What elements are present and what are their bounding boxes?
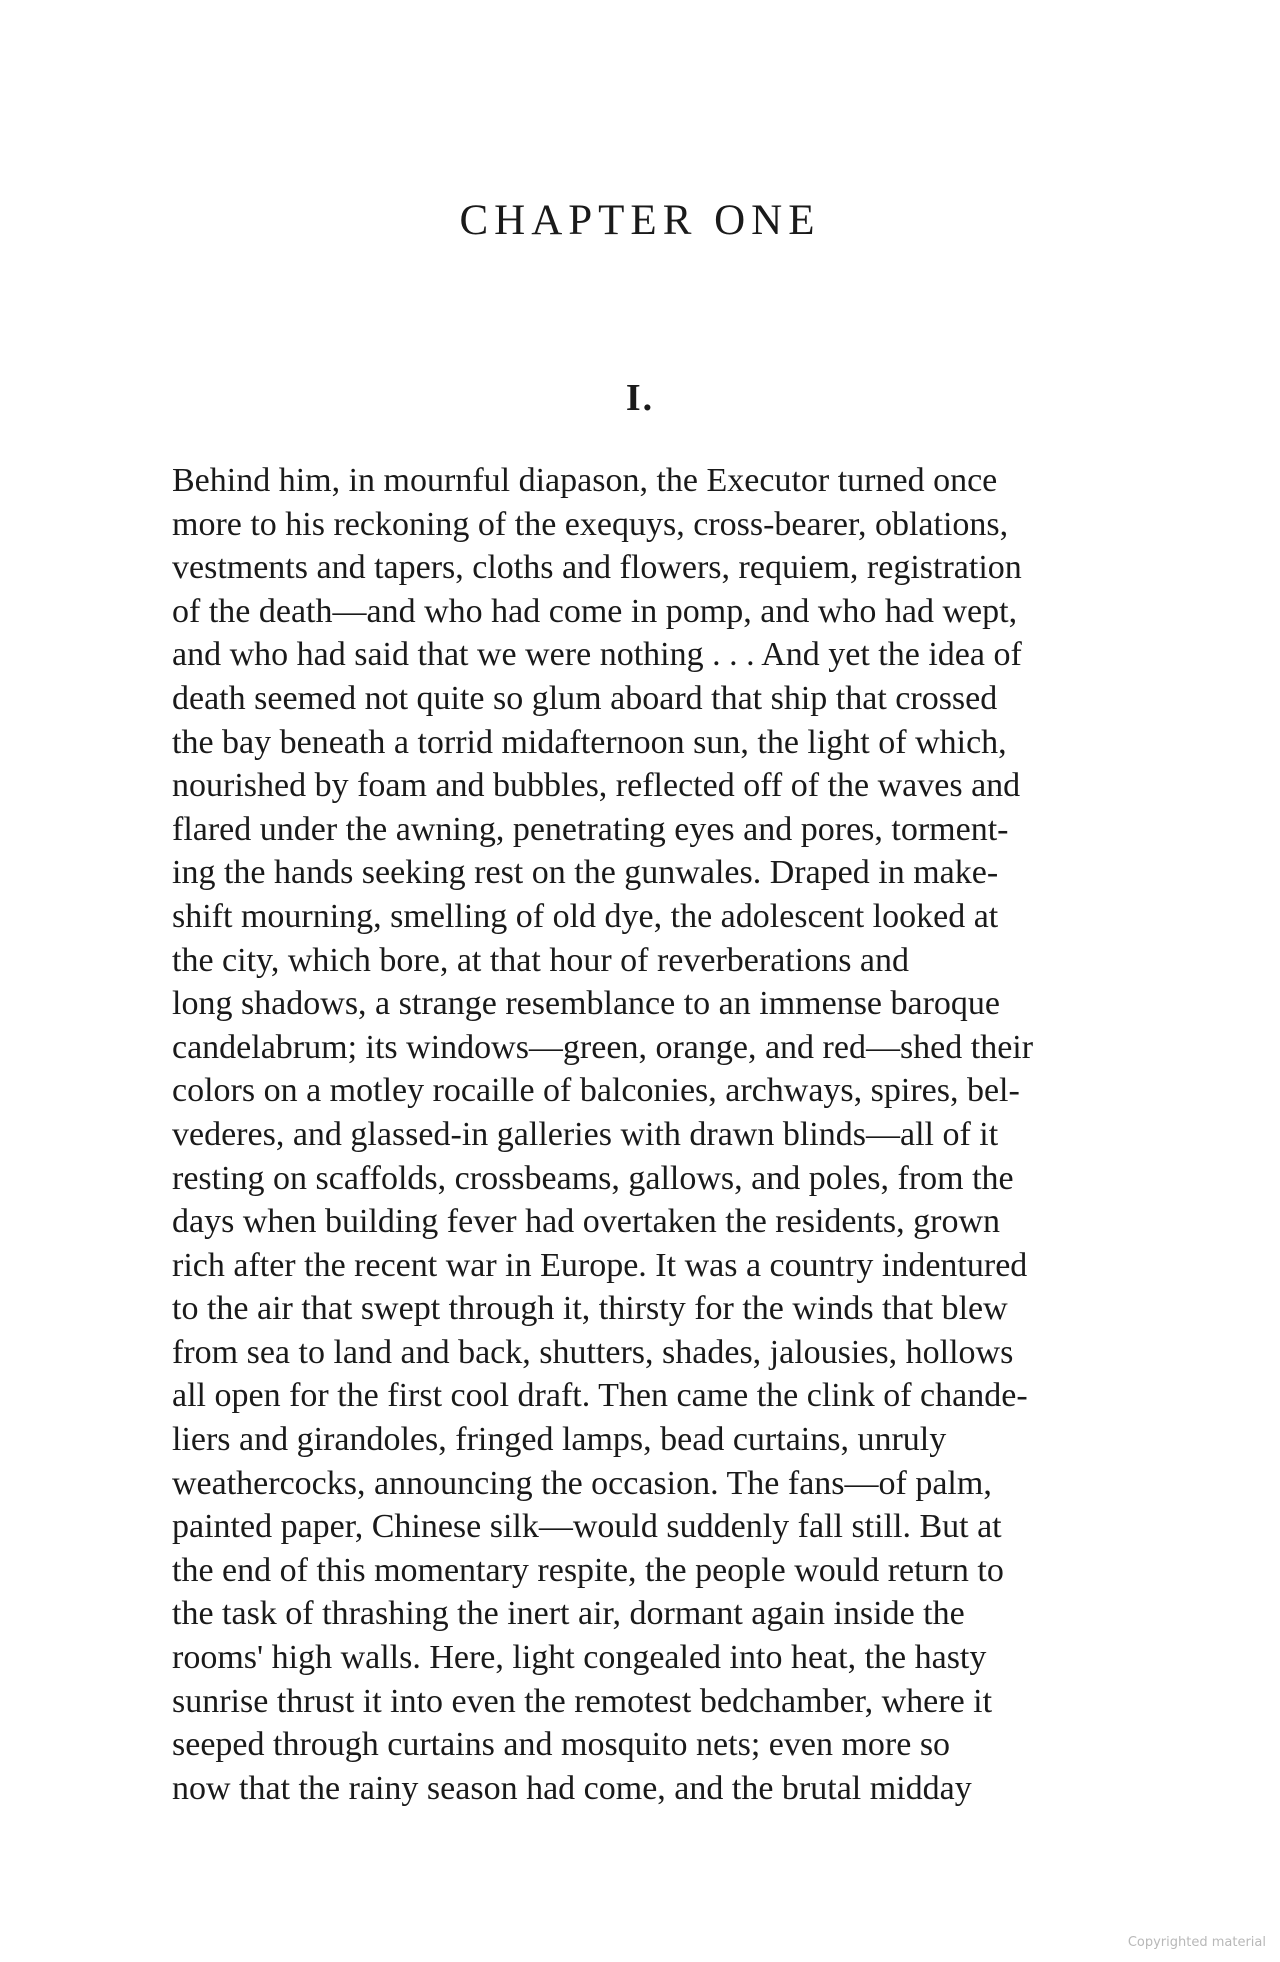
text-line: the task of thrashing the inert air, dormant again inside the <box>172 1595 965 1633</box>
text-line: to the air that swept through it, thirsty for the winds that blew <box>172 1290 1008 1328</box>
text-line: long shadows, a strange resemblance to an immense baroque <box>172 985 1001 1023</box>
text-line: nourished by foam and bubbles, reflected off of the waves and <box>172 767 1021 805</box>
text-line: ing the hands seeking rest on the gunwales. Draped in make- <box>172 854 999 892</box>
copyright-notice: Copyrighted material <box>1127 1935 1266 1950</box>
text-line: seeped through curtains and mosquito nets; even more so <box>172 1726 951 1764</box>
text-line: liers and girandoles, fringed lamps, bead curtains, unruly <box>172 1421 947 1459</box>
text-line: colors on a motley rocaille of balconies, archways, spires, bel- <box>172 1072 1020 1110</box>
text-line: rich after the recent war in Europe. It was a country indentured <box>172 1246 1028 1284</box>
text-line: the end of this momentary respite, the people would return to <box>172 1551 1004 1589</box>
text-line: now that the rainy season had come, and the brutal midday <box>172 1769 972 1807</box>
body-text <box>172 459 1140 1810</box>
text-line: flared under the awning, penetrating eyes and pores, torment- <box>172 810 1009 848</box>
text-line: Behind him, in mournful diapason, the Executor turned once <box>172 462 998 499</box>
text-line: from sea to land and back, shutters, shades, jalousies, hollows <box>172 1333 1014 1371</box>
section-number: I. <box>625 377 655 419</box>
text-line: shift mourning, smelling of old dye, the adolescent looked at <box>172 897 999 935</box>
text-line: painted paper, Chinese silk—would suddenly fall still. But at <box>172 1508 1002 1546</box>
text-line: rooms' high walls. Here, light congealed into heat, the hasty <box>172 1639 987 1677</box>
text-line: more to his reckoning of the exequys, cross-bearer, oblations, <box>172 505 1009 543</box>
chapter-title: CHAPTER ONE <box>459 197 821 244</box>
text-line: death seemed not quite so glum aboard that ship that crossed <box>172 679 998 717</box>
text-line: and who had said that we were nothing . . . And yet the idea of <box>172 636 1022 674</box>
text-line: weathercocks, announcing the occasion. The fans—of palm, <box>172 1464 992 1502</box>
text-line: days when building fever had overtaken the residents, grown <box>172 1203 1001 1241</box>
text-line: all open for the first cool draft. Then came the clink of chande- <box>172 1377 1028 1415</box>
text-line: the bay beneath a torrid midafternoon sun, the light of which, <box>172 723 1007 761</box>
text-line: sunrise thrust it into even the remotest bedchamber, where it <box>172 1682 993 1720</box>
text-line: of the death—and who had come in pomp, and who had wept, <box>172 592 1018 630</box>
text-line: the city, which bore, at that hour of reverberations and <box>172 941 910 979</box>
text-line: candelabrum; its windows—green, orange, and red—shed their <box>172 1028 1034 1066</box>
text-line: vederes, and glassed-in galleries with drawn blinds—all of it <box>172 1115 999 1153</box>
text-line: vestments and tapers, cloths and flowers, requiem, registration <box>172 549 1022 587</box>
text-line: resting on scaffolds, crossbeams, gallows, and poles, from the <box>172 1159 1014 1197</box>
